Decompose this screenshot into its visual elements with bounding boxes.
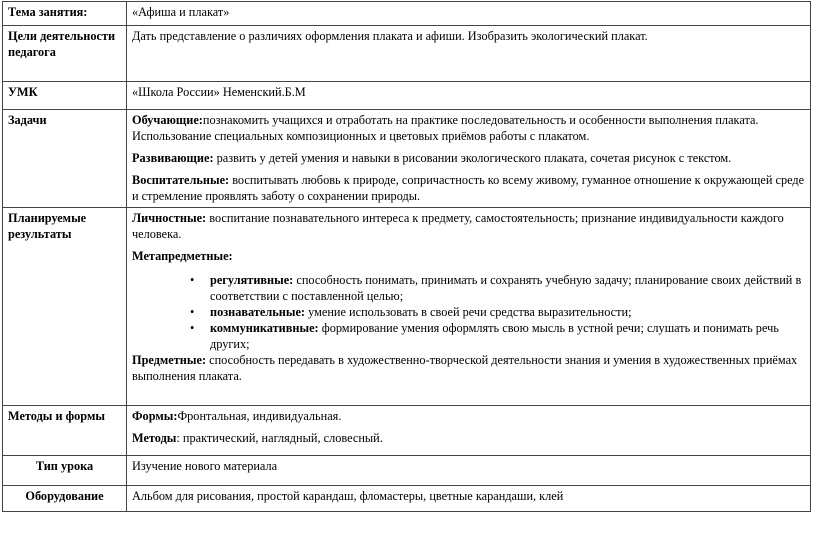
regulatory-title: регулятивные: [210,273,294,287]
meta-title: Метапредметные: [132,249,233,263]
umk-label: УМК [3,82,127,110]
upbringing-text: воспитывать любовь к природе, сопричастность ко всему живому, гуманное отношение к окружающей среде и стремление проявлять заботу о сохранении природы. [132,173,805,203]
developing-text: развить у детей умения и навыки в рисовании экологического плаката, сочетая рисунок с текстом. [213,151,732,165]
forms-title: Формы: [132,409,178,423]
row-umk [3,82,811,110]
subject-title: Предметные: [132,353,207,367]
methods-label: Методы и формы [3,406,127,456]
methods-methods [132,430,805,446]
row-results [3,208,811,406]
row-goals [3,26,811,82]
tasks-label: Задачи [3,110,127,208]
goals-value: Дать представление о различиях оформления плаката и афиши. Изобразить экологический плакат. [127,26,811,82]
personal-title: Личностные: [132,211,207,225]
cognitive-title: познавательные: [210,305,306,319]
forms-text: Фронтальная, индивидуальная. [177,409,342,423]
subject-text: способность передавать в художественно-творческой деятельности знания и умения в художественных приёмах выполнения плаката. [132,353,798,383]
tasks-upbringing [132,172,805,204]
communicative-title: коммуникативные: [210,321,319,335]
row-lesson-type [3,456,811,486]
meta-item-communicative [210,320,805,352]
results-label: Планируемые результаты [3,208,127,406]
personal-text: воспитание познавательного интереса к предмету, самостоятельность; признание индивидуальности каждого человека. [132,211,784,241]
educational-text: познакомить учащихся и отработать на практике последовательность и особенности выполнения плаката. Использование специальных композиционных и цветовых приёмов работы с плакатом. [132,113,759,143]
equipment-value: Альбом для рисования, простой карандаш, фломастеры, цветные карандаши, клей [127,486,811,512]
lesson-type-value: Изучение нового материала [127,456,811,486]
regulatory-text: способность понимать, принимать и сохранять учебную задачу; планирование своих действий в соответствии с поставленной целью; [210,273,802,303]
meta-list [132,272,805,352]
topic-label: Тема занятия: [3,2,127,26]
cognitive-text: умение использовать в своей речи средства выразительности; [305,305,632,319]
methods-text: : практический, наглядный, словесный. [176,431,383,445]
tasks-cell [127,110,811,208]
developing-title: Развивающие: [132,151,214,165]
topic-value: «Афиша и плакат» [127,2,811,26]
equipment-label: Оборудование [3,486,127,512]
row-methods [3,406,811,456]
lesson-type-label: Тип урока [3,456,127,486]
results-cell [127,208,811,406]
methods-title: Методы [132,431,177,445]
methods-forms [132,408,805,424]
goals-label: Цели деятельности педагога [3,26,127,82]
tasks-educational [132,112,805,144]
meta-item-regulatory [210,272,805,304]
methods-cell [127,406,811,456]
results-subject [132,352,805,384]
results-personal [132,210,805,242]
lesson-plan-table [2,1,811,512]
upbringing-title: Воспитательные: [132,173,230,187]
row-equipment [3,486,811,512]
educational-title: Обучающие: [132,113,203,127]
row-tasks [3,110,811,208]
tasks-developing [132,150,805,166]
row-topic [3,2,811,26]
umk-value: «Школа России» Неменский.Б.М [127,82,811,110]
meta-item-cognitive [210,304,805,320]
communicative-text: формирование умения оформлять свою мысль в устной речи; слушать и понимать речь других; [210,321,779,351]
